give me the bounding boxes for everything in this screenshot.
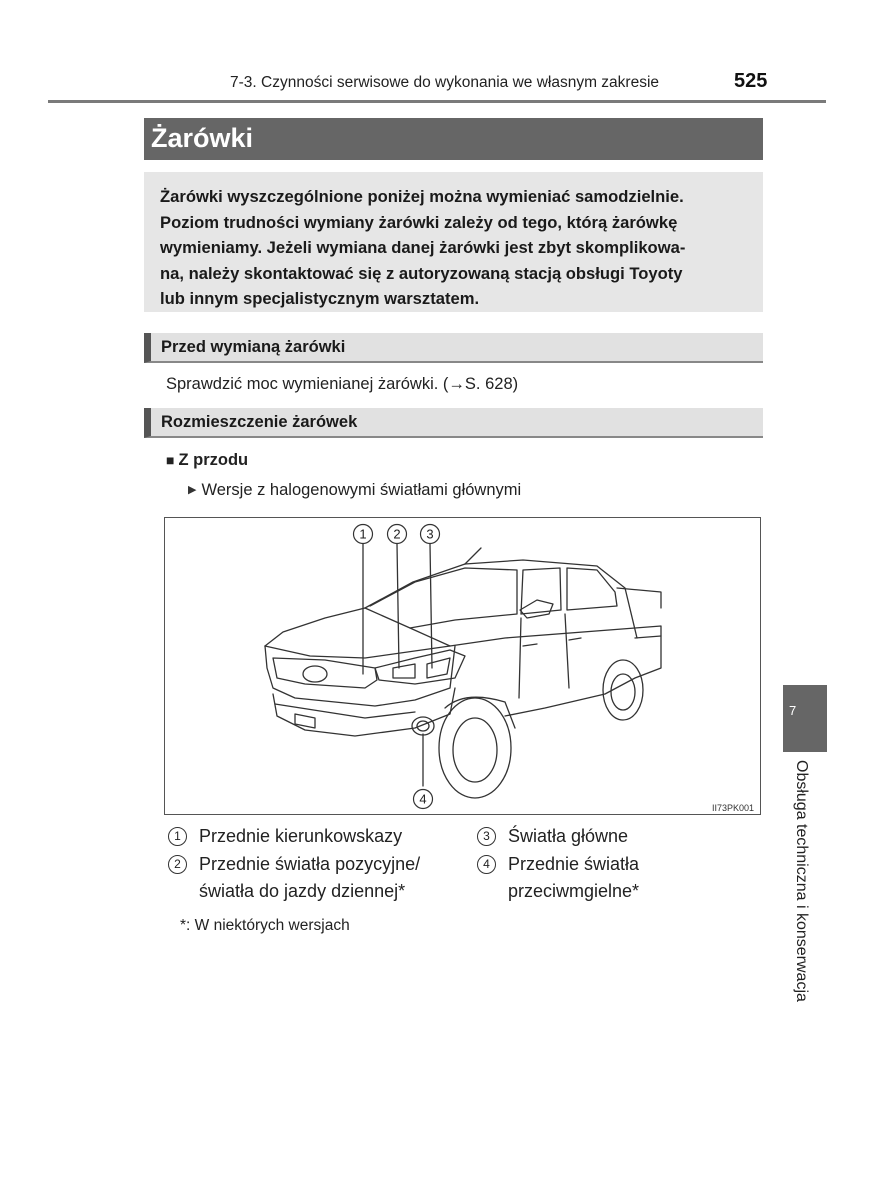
running-head: 7-3. Czynności serwisowe do wykonania we własnym zakresie (230, 74, 660, 91)
intro-line: wymieniamy. Jeżeli wymiana danej żarówki jest zbyt skomplikowa- (160, 238, 686, 257)
intro-box (144, 172, 763, 312)
legend-text: Światła główne (508, 826, 629, 846)
variant-line: ▶ Wersje z halogenowymi światłami głównymi (188, 481, 522, 499)
legend-text: przeciwmgielne* (508, 881, 640, 901)
subheading-front: ■ Z przodu (166, 451, 249, 469)
intro-text (160, 184, 760, 312)
legend-item-3 (477, 823, 757, 850)
callout-3-label: 3 (426, 526, 434, 542)
callout-2-label: 2 (393, 526, 401, 542)
figure-code: II73PK001 (712, 803, 755, 813)
square-bullet-icon: ■ (166, 452, 175, 468)
legend-number: 4 (477, 855, 496, 874)
legend-text: Przednie światła pozycyjne/ (199, 854, 421, 874)
callout-4-label: 4 (419, 791, 427, 807)
legend-text: światła do jazdy dziennej* (199, 881, 406, 901)
legend-item-1 (168, 823, 468, 850)
header-rule (48, 100, 826, 103)
legend-number: 1 (168, 827, 187, 846)
legend-item-4 (477, 851, 757, 905)
triangle-bullet-icon: ▶ (188, 484, 197, 496)
figure-frame (164, 517, 761, 815)
intro-line: na, należy skontaktować się z autoryzowaną stacją obsługi Toyoty (160, 263, 683, 283)
legend-item-2 (168, 851, 468, 905)
chapter-number: 7 (789, 703, 797, 718)
chapter-tab (783, 685, 827, 752)
title-bar (144, 118, 763, 160)
page-title: Żarówki (151, 123, 254, 153)
intro-line: Poziom trudności wymiany żarówki zależy od tego, którą żarówkę (160, 212, 678, 232)
legend-number: 2 (168, 855, 187, 874)
page-number: 525 (734, 70, 768, 92)
legend-number: 3 (477, 827, 496, 846)
section-heading: Przed wymianą żarówki (161, 338, 346, 356)
intro-line: Żarówki wyszczególnione poniżej można wymieniać samodzielnie. (160, 187, 684, 206)
pickup-truck-illustration (165, 518, 760, 814)
section-header-location (144, 408, 763, 438)
chapter-label-text: Obsługa techniczna i konserwacja (793, 760, 810, 1002)
legend-text: Przednie światła (508, 854, 640, 874)
section-header-before (144, 333, 763, 363)
callout-1-label: 1 (359, 526, 367, 542)
footnote: *: W niektórych wersjach (180, 917, 350, 934)
chapter-label (788, 760, 814, 1060)
section-before-text: Sprawdzić moc wymienianej żarówki. (→S. 628) (166, 375, 519, 393)
legend-text: Przednie kierunkowskazy (199, 826, 403, 846)
intro-line: lub innym specjalistycznym warsztatem. (160, 289, 480, 308)
section-heading: Rozmieszczenie żarówek (161, 413, 358, 431)
